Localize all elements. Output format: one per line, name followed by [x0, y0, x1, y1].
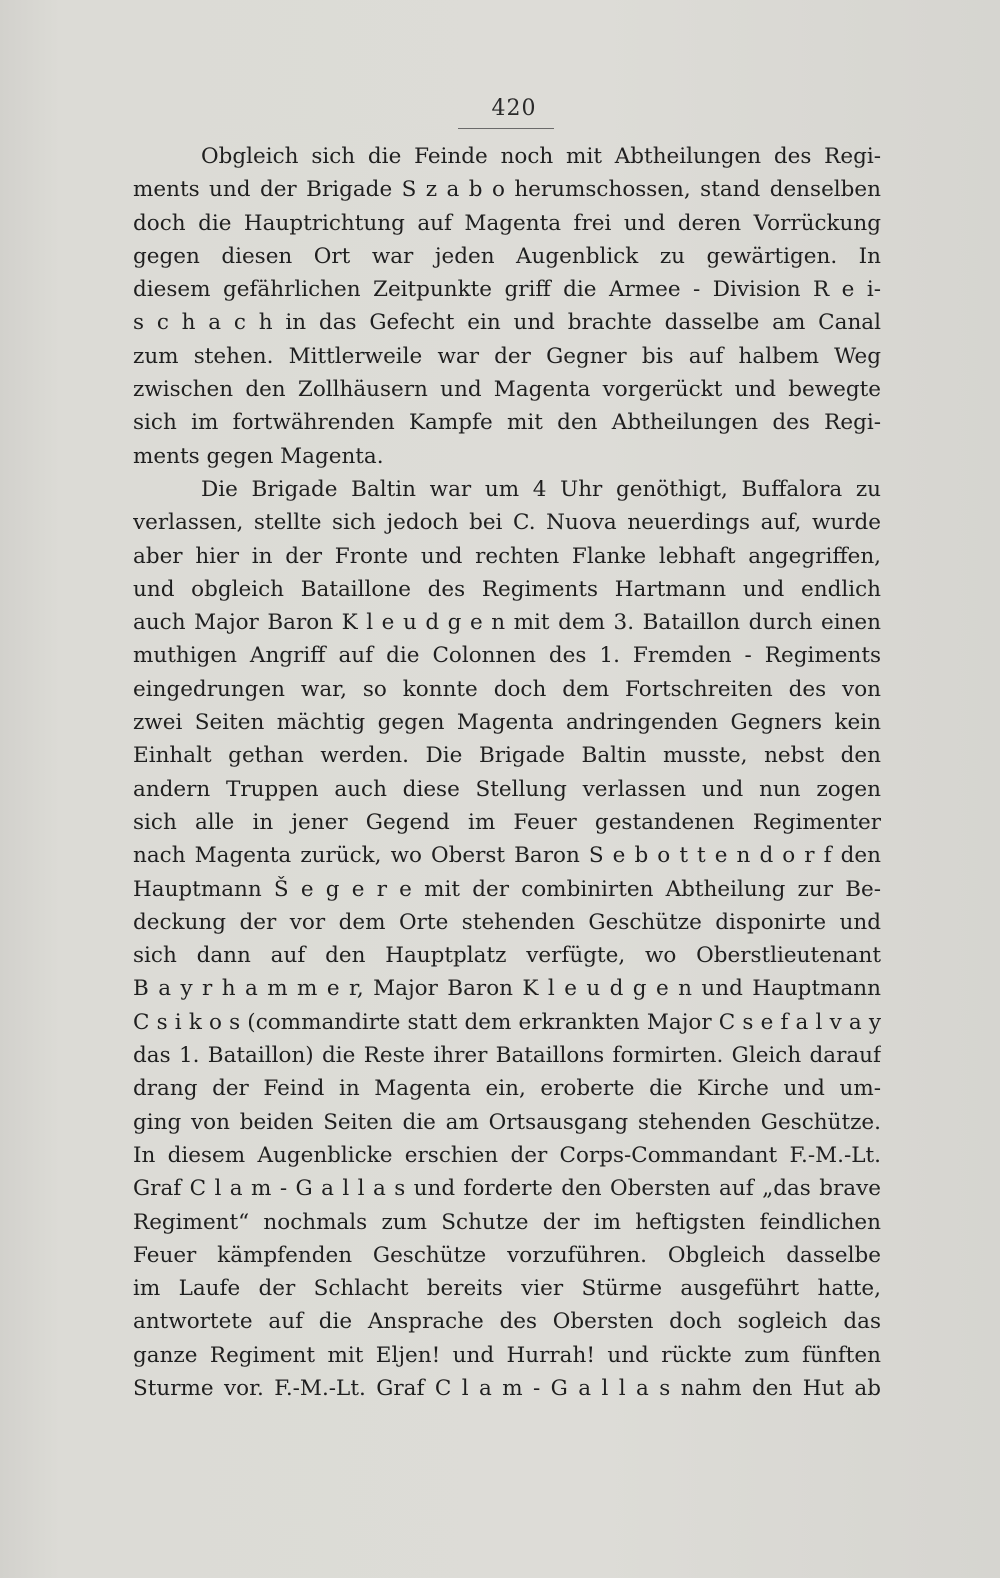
text-line: verlassen, stellte sich jedoch bei C. Nuova neuerdings auf, wurde — [133, 510, 881, 536]
text-line: drang der Feind in Magenta ein, eroberte die Kirche und um- — [133, 1076, 881, 1102]
text-line: gegen diesen Ort war jeden Augenblick zu gewärtigen. In — [133, 243, 881, 269]
body-text — [133, 140, 881, 1405]
text-line: Die Brigade Baltin war um 4 Uhr genöthigt, Buffalora zu — [201, 476, 881, 502]
text-line: C s i k o s (commandirte statt dem erkrankten Major C s e f a l v a y — [133, 1009, 881, 1035]
text-line: aber hier in der Fronte und rechten Flanke lebhaft angegriffen, — [133, 543, 881, 569]
text-line: deckung der vor dem Orte stehenden Geschütze disponirte und — [133, 909, 881, 935]
text-line: In diesem Augenblicke erschien der Corps-Commandant F.-M.-Lt. — [133, 1142, 881, 1168]
text-line: Obgleich sich die Feinde noch mit Abtheilungen des Regi- — [201, 144, 881, 169]
text-line: s c h a c h in das Gefecht ein und brachte dasselbe am Canal — [133, 310, 881, 336]
page-number: 420 — [491, 96, 537, 121]
text-line: diesem gefährlichen Zeitpunkte griff die Armee - Division R e i- — [133, 277, 881, 303]
text-line: zum stehen. Mittlerweile war der Gegner bis auf halbem Weg — [133, 343, 881, 369]
text-line: Hauptmann Š e g e r e mit der combinirten Abtheilung zur Be- — [133, 876, 881, 902]
text-line: ging von beiden Seiten die am Ortsausgang stehenden Geschütze. — [133, 1109, 881, 1135]
text-line: zwischen den Zollhäusern und Magenta vorgerückt und bewegte — [133, 377, 881, 403]
text-line: im Laufe der Schlacht bereits vier Stürme ausgeführt hatte, — [133, 1276, 881, 1302]
text-line: andern Truppen auch diese Stellung verlassen und nun zogen — [133, 776, 881, 802]
text-line: eingedrungen war, so konnte doch dem Fortschreiten des von — [133, 676, 881, 702]
text-line: auch Major Baron K l e u d g e n mit dem 3. Bataillon durch einen — [133, 610, 881, 636]
text-line: und obgleich Bataillone des Regiments Hartmann und endlich — [133, 576, 881, 602]
text-line: nach Magenta zurück, wo Oberst Baron S e b o t t e n d o r f den — [133, 843, 881, 869]
text-line: ments gegen Magenta. — [133, 443, 384, 469]
text-line: sich alle in jener Gegend im Feuer gestandenen Regimenter — [133, 809, 881, 835]
text-line: das 1. Bataillon) die Reste ihrer Bataillons formirten. Gleich darauf — [133, 1043, 881, 1069]
text-line: antwortete auf die Ansprache des Obersten doch sogleich das — [133, 1309, 881, 1335]
text-line: muthigen Angriff auf die Colonnen des 1. Fremden - Regiments — [133, 643, 881, 669]
text-line: B a y r h a m m e r, Major Baron K l e u d g e n und Hauptmann — [133, 976, 881, 1002]
text-line: ments und der Brigade S z a b o herumschossen, stand denselben — [133, 177, 881, 203]
text-line: sich dann auf den Hauptplatz verfügte, wo Oberstlieutenant — [133, 943, 881, 969]
header-rule — [458, 128, 554, 129]
text-line: Regiment“ nochmals zum Schutze der im heftigsten feindlichen — [133, 1209, 881, 1235]
text-line: doch die Hauptrichtung auf Magenta frei und deren Vorrückung — [133, 210, 881, 236]
text-line: ganze Regiment mit Eljen! und Hurrah! und rückte zum fünften — [133, 1342, 881, 1368]
text-line: Feuer kämpfenden Geschütze vorzuführen. Obgleich dasselbe — [133, 1242, 881, 1268]
text-line: Graf C l a m - G a l l a s und forderte den Obersten auf „das brave — [133, 1176, 881, 1202]
text-line: sich im fortwährenden Kampfe mit den Abtheilungen des Regi- — [133, 410, 881, 436]
text-line: Einhalt gethan werden. Die Brigade Baltin musste, nebst den — [133, 743, 881, 769]
text-line: Sturme vor. F.-M.-Lt. Graf C l a m - G a l l a s nahm den Hut ab — [133, 1375, 881, 1401]
text-line: zwei Seiten mächtig gegen Magenta andringenden Gegners kein — [133, 710, 881, 736]
